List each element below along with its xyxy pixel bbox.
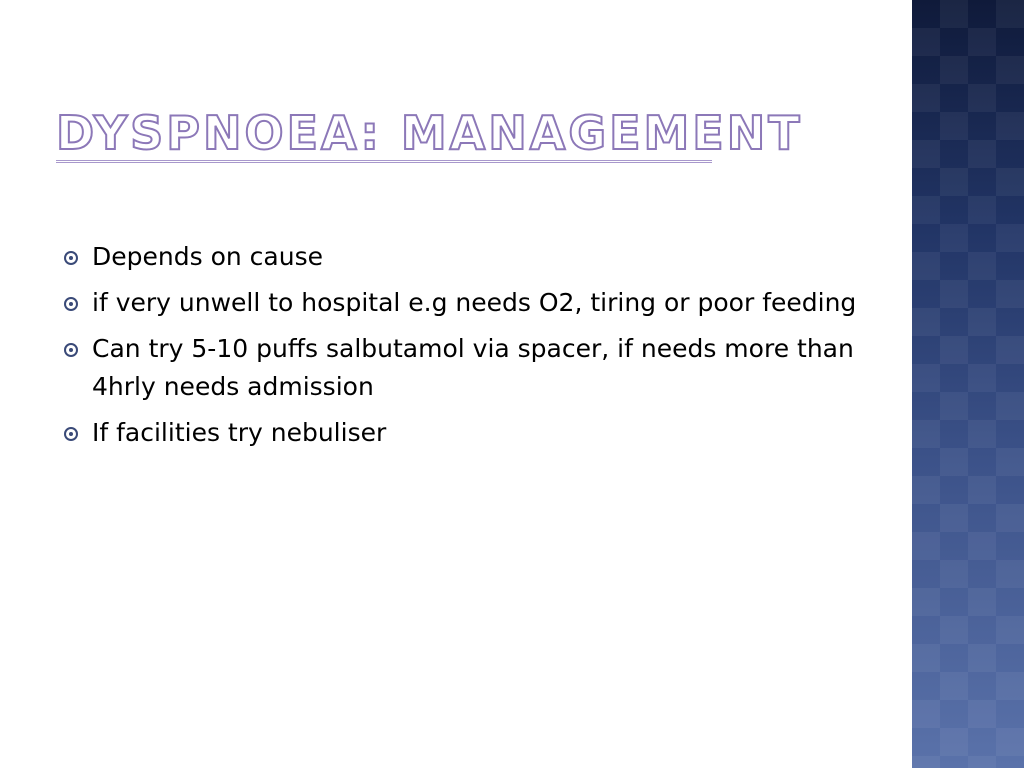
- circle-dot-icon: [64, 343, 78, 357]
- decorative-side-panel: [912, 0, 1024, 768]
- circle-dot-icon: [64, 297, 78, 311]
- bullet-item: [60, 238, 860, 276]
- circle-dot-icon: [64, 251, 78, 265]
- title-underline: [56, 160, 712, 163]
- slide-title: DYSPNOEA: MANAGEMENT: [56, 106, 803, 160]
- bullet-item: [60, 330, 860, 406]
- bullet-item: [60, 284, 860, 322]
- bullet-text: Depends on cause: [92, 242, 323, 271]
- circle-dot-icon: [64, 427, 78, 441]
- bullet-text: If facilities try nebuliser: [92, 418, 387, 447]
- bullet-text: if very unwell to hospital e.g needs O2, tiring or poor feeding: [92, 288, 857, 317]
- bullet-text: Can try 5-10 puffs salbutamol via spacer, if needs more than 4hrly needs admission: [92, 334, 854, 401]
- diamond-pattern: [912, 0, 1024, 768]
- bullet-item: [60, 414, 860, 452]
- bullet-list: [60, 238, 860, 460]
